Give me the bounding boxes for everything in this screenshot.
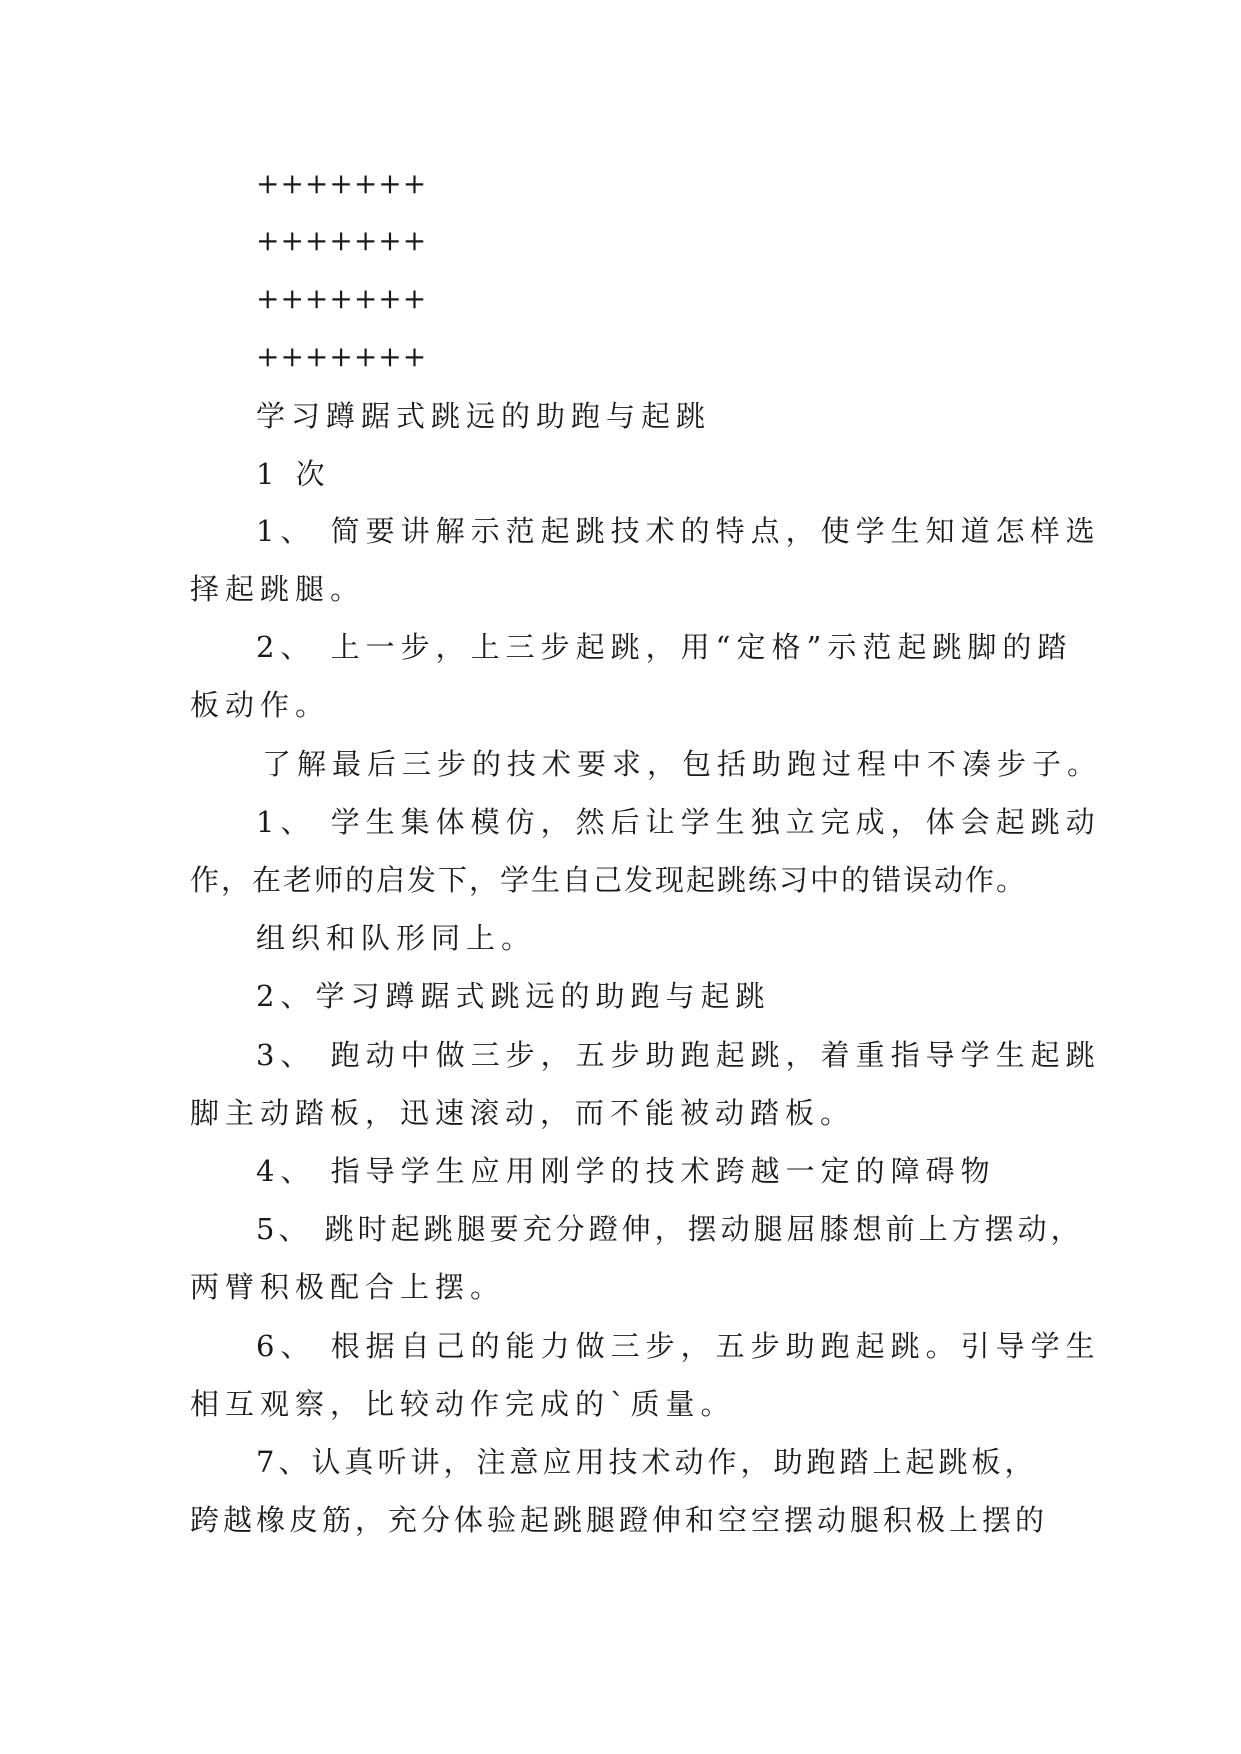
paragraph-line: 7、认真听讲，注意应用技术动作，助跑踏上起跳板，	[256, 1445, 1038, 1479]
paragraph-line: 相互观察，比较动作完成的`质量。	[190, 1387, 736, 1421]
paragraph-line: 6、 根据自己的能力做三步，五步助跑起跳。引导学生	[256, 1329, 1101, 1363]
paragraph-line: 板动作。	[190, 688, 331, 722]
paragraph-line: 2、 上一步，上三步起跳，用“定格”示范起跳脚的踏	[256, 630, 1073, 664]
paragraph-line: 了解最后三步的技术要求，包括助跑过程中不凑步子。	[262, 747, 1103, 781]
paragraph-line: 4、 指导学生应用刚学的技术跨越一定的障碍物	[256, 1154, 996, 1188]
paragraph-line: 择起跳腿。	[190, 572, 366, 606]
paragraph-line: 2、学习蹲踞式跳远的助跑与起跳	[256, 979, 771, 1013]
paragraph-line: 3、 跑动中做三步，五步助跑起跳，着重指导学生起跳	[256, 1038, 1101, 1072]
paragraph-line: 组织和队形同上。	[256, 921, 537, 955]
plus-line: +++++++	[256, 340, 428, 373]
paragraph-line: 作，在老师的启发下，学生自己发现起跳练习中的错误动作。	[190, 863, 1028, 897]
paragraph-line: 学习蹲踞式跳远的助跑与起跳	[256, 399, 712, 433]
plus-line: +++++++	[256, 167, 428, 200]
paragraph-line: 脚主动踏板，迅速滚动，而不能被动踏板。	[190, 1096, 856, 1130]
paragraph-line: 两臂积极配合上摆。	[190, 1270, 506, 1304]
plus-line: +++++++	[256, 282, 428, 315]
paragraph-line: 1、 简要讲解示范起跳技术的特点，使学生知道怎样选	[256, 514, 1101, 548]
paragraph-line: 1 次	[256, 457, 331, 491]
paragraph-line: 跨越橡皮筋，充分体验起跳腿蹬伸和空空摆动腿积极上摆的	[190, 1503, 1049, 1537]
paragraph-line: 5、 跳时起跳腿要充分蹬伸，摆动腿屈膝想前上方摆动，	[256, 1212, 1084, 1246]
plus-line: +++++++	[256, 224, 428, 257]
paragraph-line: 1、 学生集体模仿，然后让学生独立完成，体会起跳动	[256, 805, 1101, 839]
